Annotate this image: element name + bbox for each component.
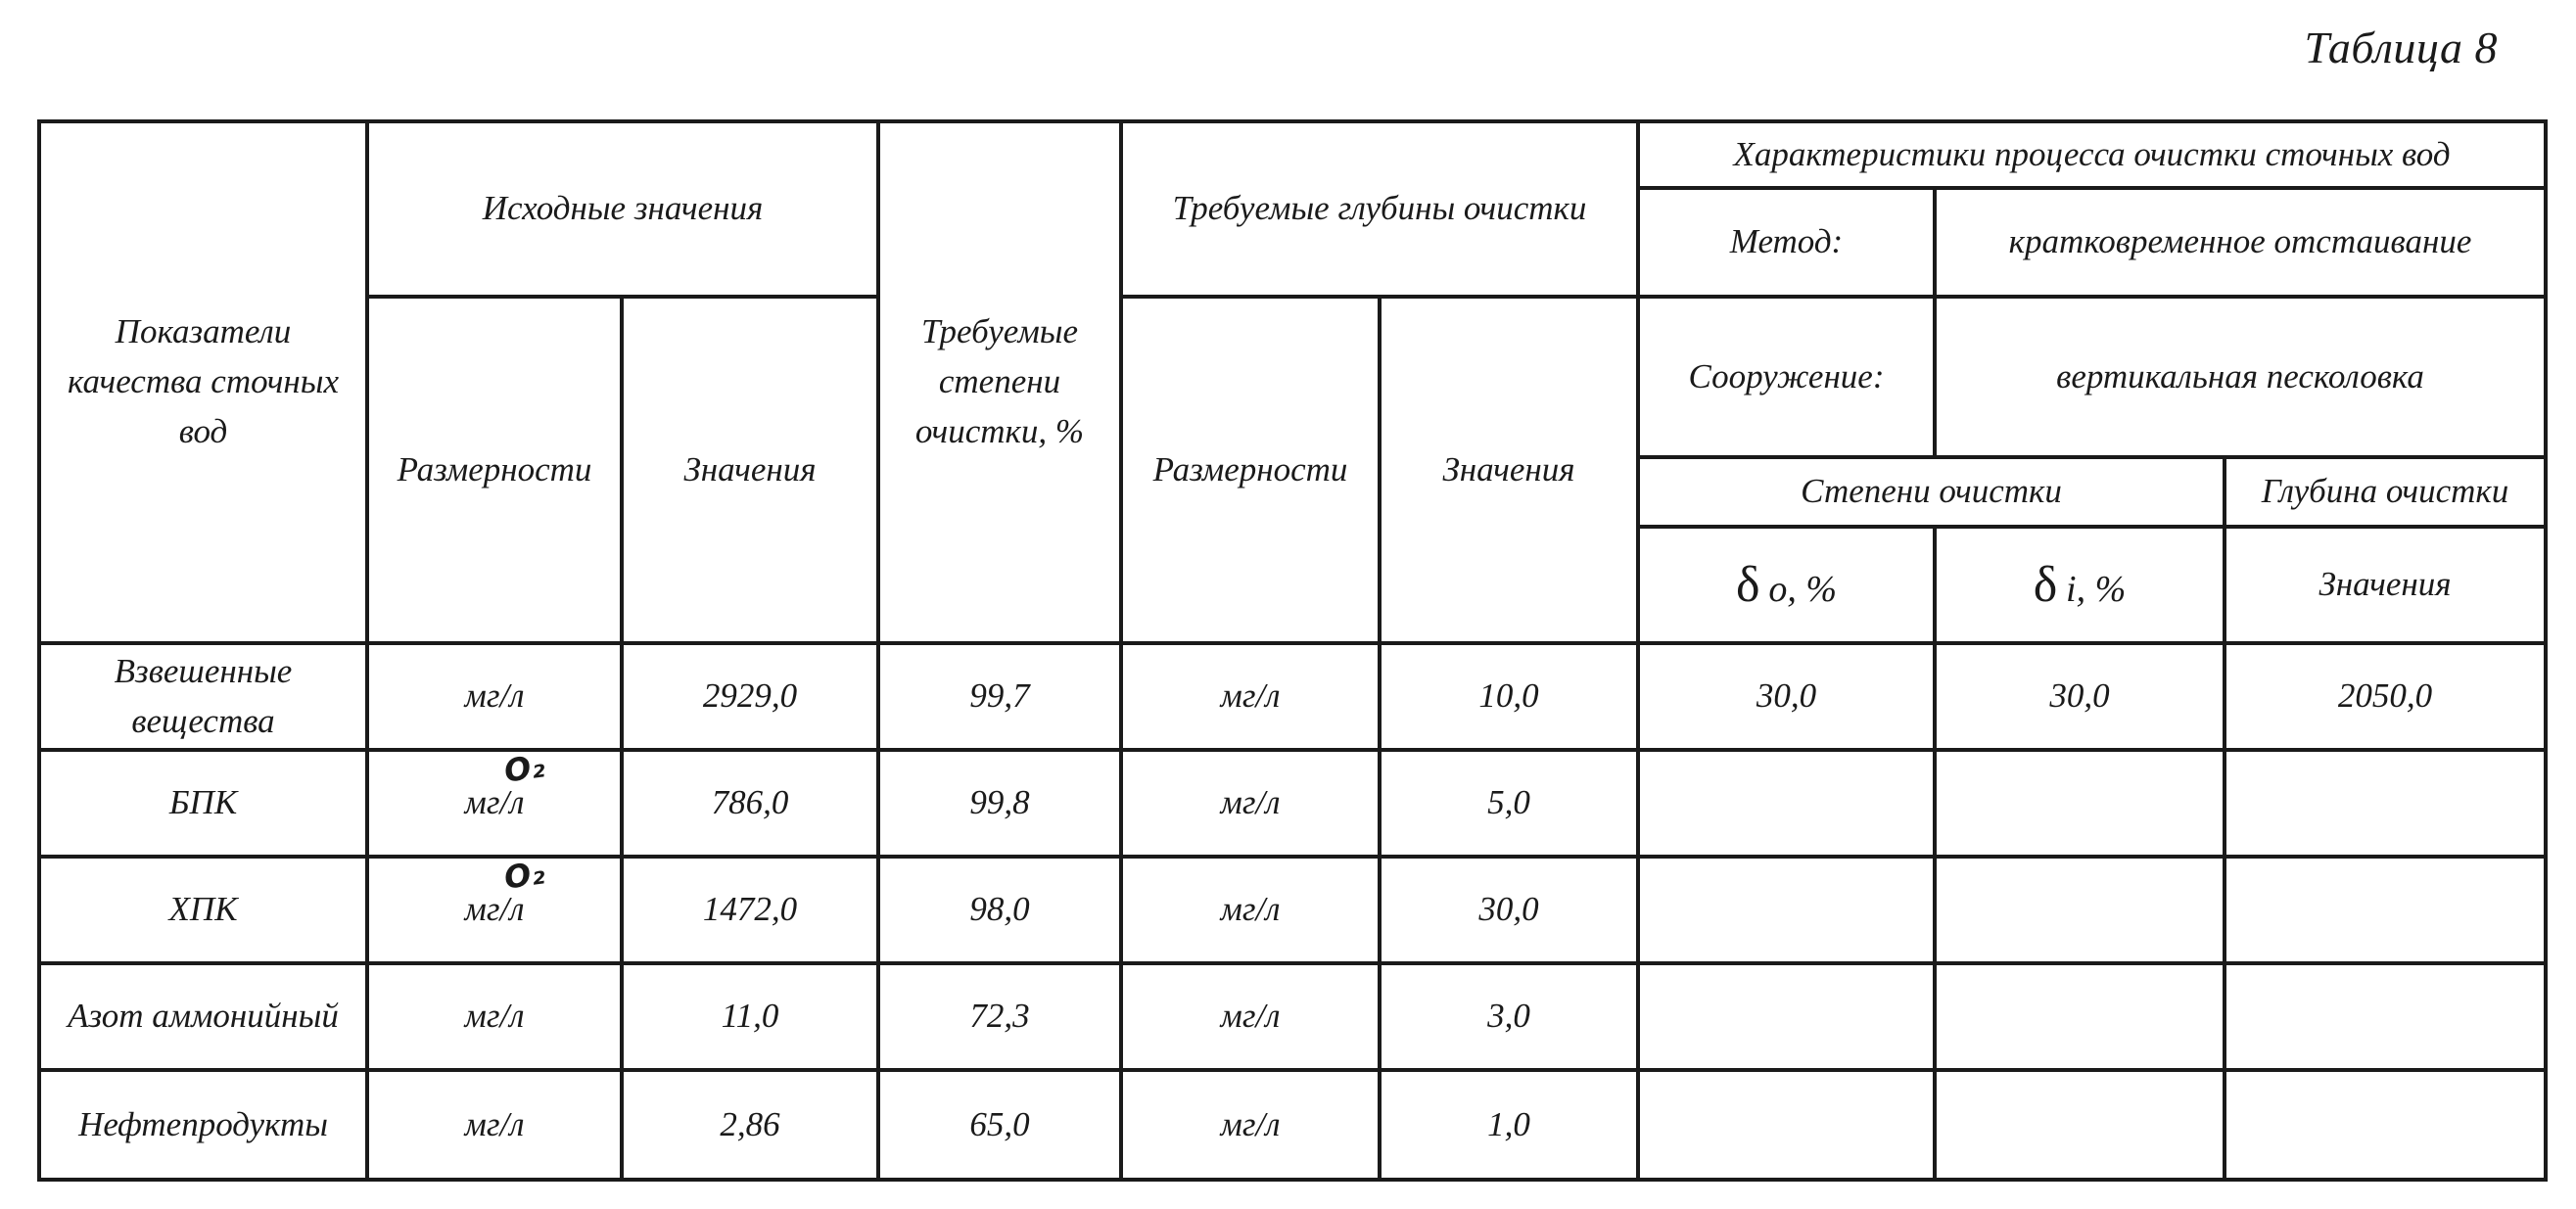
row-delta-i [1935,750,2225,857]
unit-text: мг/л [464,676,525,716]
table-row [39,963,2546,1070]
wastewater-table [37,119,2548,1182]
row-unit [367,854,622,963]
header-degrees: Степени очистки [1638,457,2225,527]
unit-text: мг/л [464,783,525,822]
row-delta-o [1638,750,1935,857]
row-delta-o [1638,857,1935,963]
row-depth: 2050,0 [2225,643,2546,750]
row-degree: 99,8 [878,750,1121,857]
row-req-unit: мг/л [1121,963,1380,1070]
row-unit [367,747,622,857]
row-req-unit: мг/л [1121,750,1380,857]
header-structure-value: вертикальная песколовка [1935,297,2546,457]
handwritten-note: O₂ [501,854,547,897]
row-unit [367,963,622,1070]
handwritten-note: O₂ [501,747,547,790]
table-row [39,643,2546,750]
row-name: Взвешенные вещества [39,643,367,750]
row-req-unit: мг/л [1121,857,1380,963]
unit-text: мг/л [464,997,525,1036]
row-delta-o: 30,0 [1638,643,1935,750]
row-req-unit: мг/л [1121,1070,1380,1180]
unit-text: мг/л [464,1104,525,1143]
row-req-value: 10,0 [1380,643,1638,750]
row-depth [2225,750,2546,857]
row-delta-i [1935,1070,2225,1180]
header-depth-values: Значения [2225,527,2546,643]
header-dimensions-1: Размерности [367,297,622,643]
header-required-depth: Требуемые глубины очистки [1121,121,1638,297]
header-delta-o [1638,527,1935,643]
unit-text: мг/л [464,890,525,929]
table-row [39,1070,2546,1180]
delta-i-symbol: δ [2033,556,2058,613]
delta-o-symbol: δ [1736,556,1760,613]
row-name: Азот аммонийный [39,963,367,1070]
header-values-2: Значения [1380,297,1638,643]
row-name: ХПК [39,857,367,963]
header-method-value: кратковременное отстаивание [1935,188,2546,297]
header-structure-label: Сооружение: [1638,297,1935,457]
row-name: БПК [39,750,367,857]
row-degree: 65,0 [878,1070,1121,1180]
row-req-value: 5,0 [1380,750,1638,857]
header-method-label: Метод: [1638,188,1935,297]
header-indicators: Показатели качества сточных вод [39,121,367,643]
row-degree: 98,0 [878,857,1121,963]
header-depth: Глубина очистки [2225,457,2546,527]
row-req-value: 1,0 [1380,1070,1638,1180]
header-delta-i [1935,527,2225,643]
row-req-value: 3,0 [1380,963,1638,1070]
row-degree: 72,3 [878,963,1121,1070]
row-unit [367,643,622,750]
row-delta-o [1638,963,1935,1070]
delta-i-suffix: i, % [2066,568,2127,610]
header-initial-values: Исходные значения [367,121,878,297]
row-req-unit: мг/л [1121,643,1380,750]
row-name: Нефтепродукты [39,1070,367,1180]
row-delta-i [1935,857,2225,963]
row-value: 11,0 [622,963,878,1070]
table-caption: Таблица 8 [2304,23,2498,72]
row-req-value: 30,0 [1380,857,1638,963]
row-depth [2225,857,2546,963]
row-depth [2225,963,2546,1070]
header-values-1: Значения [622,297,878,643]
table-row [39,857,2546,963]
row-value: 2,86 [622,1070,878,1180]
header-required-degree: Требуемые степени очистки, % [878,121,1121,643]
delta-o-suffix: о, % [1768,568,1837,610]
row-value: 1472,0 [622,857,878,963]
row-value: 786,0 [622,750,878,857]
row-value: 2929,0 [622,643,878,750]
row-depth [2225,1070,2546,1180]
header-process: Характеристики процесса очистки сточных вод [1638,121,2546,188]
row-unit [367,1070,622,1180]
header-dimensions-2: Размерности [1121,297,1380,643]
row-delta-i: 30,0 [1935,643,2225,750]
row-degree: 99,7 [878,643,1121,750]
row-delta-i [1935,963,2225,1070]
row-delta-o [1638,1070,1935,1180]
table-row [39,750,2546,857]
